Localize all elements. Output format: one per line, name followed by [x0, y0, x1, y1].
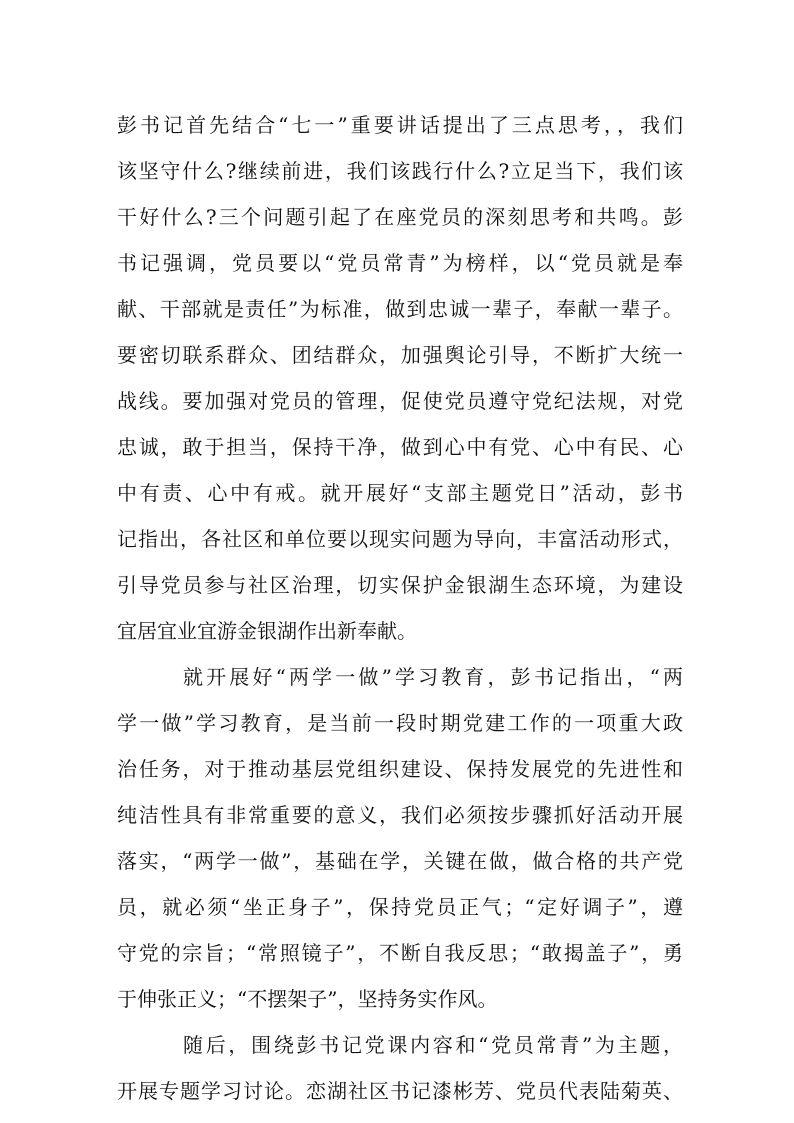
text-line: 纯洁性具有非常重要的意义，我们必须按步骤抓好活动开展: [117, 803, 683, 827]
text-line: 战线。要加强对党员的管理，促使党员遵守党纪法规，对党: [117, 389, 683, 413]
text-line: 员，就必须“坐正身子”，保持党员正气；“定好调子”，遵: [117, 895, 683, 919]
text-line: 就开展好“两学一做”学习教育，彭书记指出，“两: [183, 665, 683, 689]
text-line: 于伸张正义；“不摆架子”，坚持务实作风。: [117, 987, 498, 1011]
paragraph-2: [117, 654, 683, 1022]
text-line: 落实，“两学一做”，基础在学，关键在做，做合格的共产党: [117, 849, 683, 873]
text-line: 守党的宗旨；“常照镜子”，不断自我反思；“敢揭盖子”，勇: [117, 941, 683, 965]
text-line: 宜居宜业宜游金银湖作出新奉献。: [117, 619, 417, 643]
text-line: 引导党员参与社区治理，切实保护金银湖生态环境，为建设: [117, 573, 683, 597]
text-line: 该坚守什么?继续前进，我们该践行什么?立足当下，我们该: [117, 159, 683, 183]
text-line: 要密切联系群众、团结群众，加强舆论引导，不断扩大统一: [117, 343, 683, 367]
text-line: 学一做”学习教育，是当前一段时期党建工作的一项重大政: [117, 711, 683, 735]
text-line: 干好什么?三个问题引起了在座党员的深刻思考和共鸣。彭: [117, 205, 683, 229]
text-line: 随后，围绕彭书记党课内容和“党员常青”为主题，: [183, 1033, 683, 1057]
text-line: 记指出，各社区和单位要以现实问题为导向，丰富活动形式，: [117, 527, 683, 551]
paragraph-3: [117, 1022, 683, 1114]
text-line: 中有责、心中有戒。就开展好“支部主题党日”活动，彭书: [117, 481, 683, 505]
text-line: 忠诚，敢于担当，保持干净，做到心中有党、心中有民、心: [117, 435, 683, 459]
text-line: 治任务，对于推动基层党组织建设、保持发展党的先进性和: [117, 757, 683, 781]
text-line: 献、干部就是责任”为标准，做到忠诚一辈子，奉献一辈子。: [117, 297, 683, 321]
document-body: [117, 102, 683, 1114]
paragraph-1: [117, 102, 683, 654]
text-line: 彭书记首先结合“七一”重要讲话提出了三点思考，，我们: [117, 113, 683, 137]
text-line: 开展专题学习讨论。恋湖社区书记漆彬芳、党员代表陆菊英、: [117, 1079, 683, 1103]
text-line: 书记强调，党员要以“党员常青”为榜样，以“党员就是奉: [117, 251, 683, 275]
